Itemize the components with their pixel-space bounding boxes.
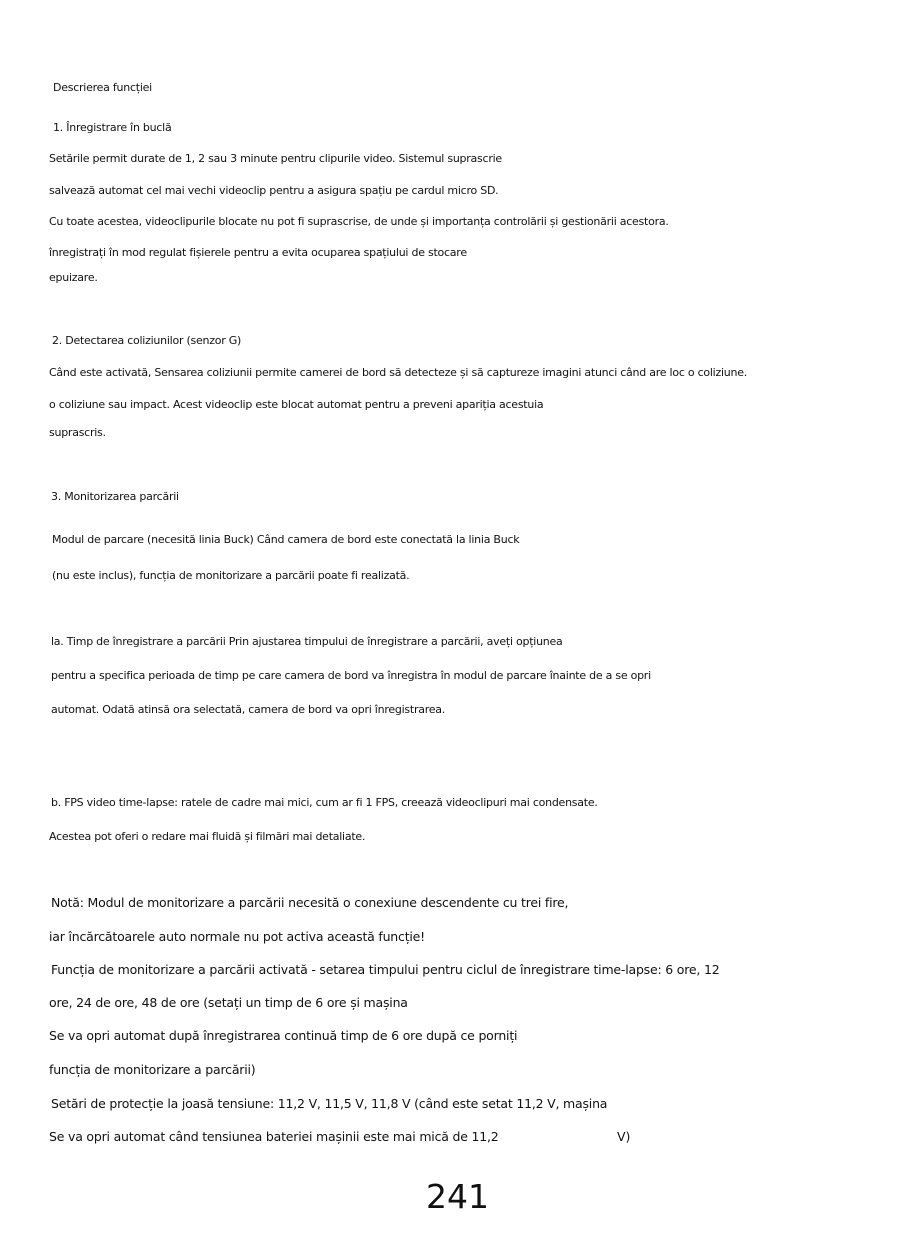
section-3a-line: automat. Odată atinsă ora selectată, camera de bord va opri înregistrarea.: [51, 703, 445, 716]
section-3a-line: pentru a specifica perioada de timp pe care camera de bord va înregistra în modul de parcare înainte de a se opri: [51, 669, 651, 682]
section-1-line: Cu toate acestea, videoclipurile blocate nu pot fi suprascrise, de unde și importanța controlării și gestionării acestora.: [49, 215, 669, 228]
section-1-line: salvează automat cel mai vechi videoclip pentru a asigura spațiu pe cardul micro SD.: [49, 184, 499, 197]
section-3b-line: Acestea pot oferi o redare mai fluidă și filmări mai detaliate.: [49, 830, 366, 843]
section-2-line: suprascris.: [49, 426, 106, 439]
note-line: Funcția de monitorizare a parcării activată - setarea timpului pentru ciclul de înregistrare time-lapse: 6 ore, 12: [51, 962, 720, 977]
section-1-title: 1. Înregistrare în buclă: [53, 121, 172, 134]
note-line: Se va opri automat când tensiunea bateriei mașinii este mai mică de 11,2: [49, 1129, 499, 1144]
section-2-line: Când este activată, Sensarea coliziunii permite camerei de bord să detecteze și să captureze imagini atunci când are loc o coliziune.: [49, 366, 748, 379]
section-3-title: 3. Monitorizarea parcării: [51, 490, 179, 503]
note-line: iar încărcătoarele auto normale nu pot activa această funcție!: [49, 929, 425, 944]
section-1-line: Setările permit durate de 1, 2 sau 3 minute pentru clipurile video. Sistemul suprascrie: [49, 152, 502, 165]
section-3b-line: b. FPS video time-lapse: ratele de cadre mai mici, cum ar fi 1 FPS, creează videoclipuri mai condensate.: [51, 796, 598, 809]
section-2-line: o coliziune sau impact. Acest videoclip este blocat automat pentru a preveni apariția acestuia: [49, 398, 544, 411]
note-voltage-suffix: V): [617, 1129, 631, 1144]
section-3-intro-line: (nu este inclus), funcția de monitorizare a parcării poate fi realizată.: [52, 569, 410, 582]
section-2-title: 2. Detectarea coliziunilor (senzor G): [52, 334, 242, 347]
section-heading: Descrierea funcției: [53, 81, 152, 94]
section-3-intro-line: Modul de parcare (necesită linia Buck) Când camera de bord este conectată la linia Buck: [52, 533, 520, 546]
page-number: 241: [426, 1177, 489, 1216]
note-line: Notă: Modul de monitorizare a parcării necesită o conexiune descendente cu trei fire,: [51, 895, 569, 910]
note-line: Setări de protecție la joasă tensiune: 11,2 V, 11,5 V, 11,8 V (când este setat 11,2 V, mașina: [51, 1096, 608, 1111]
section-3a-line: la. Timp de înregistrare a parcării Prin ajustarea timpului de înregistrare a parcării, aveți opțiunea: [51, 635, 563, 648]
note-line: funcția de monitorizare a parcării): [49, 1062, 256, 1077]
note-line: Se va opri automat după înregistrarea continuă timp de 6 ore după ce porniți: [49, 1028, 518, 1043]
section-1-line: înregistrați în mod regulat fișierele pentru a evita ocuparea spațiului de stocare: [49, 246, 467, 259]
note-line: ore, 24 de ore, 48 de ore (setați un timp de 6 ore și mașina: [49, 995, 408, 1010]
section-1-line: epuizare.: [49, 271, 98, 284]
